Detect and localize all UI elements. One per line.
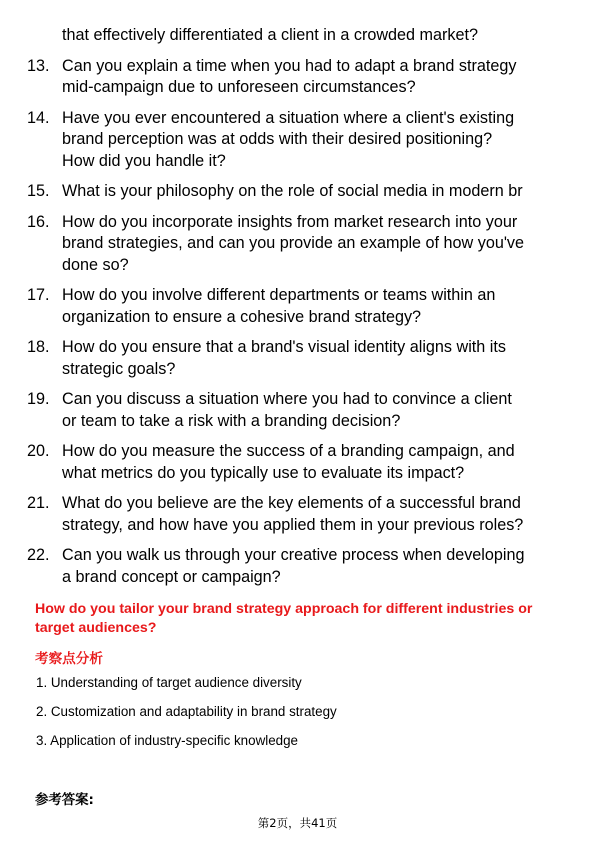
- list-item: [27, 212, 575, 277]
- question-text: that effectively differentiated a client in a crowded market?: [62, 26, 479, 44]
- question-number: 13.: [27, 56, 50, 75]
- page-footer: 第2页，共41页: [257, 816, 338, 830]
- analysis-point: 3. Application of industry-specific knowledge: [36, 733, 299, 748]
- analysis-point: 1. Understanding of target audience diversity: [36, 675, 302, 690]
- question-number: 22.: [27, 546, 50, 564]
- list-item: [27, 441, 575, 484]
- question-number: 16.: [27, 212, 50, 231]
- list-item: [27, 56, 575, 99]
- list-item: [27, 545, 575, 588]
- question-number: 20.: [27, 442, 50, 460]
- list-item: [27, 108, 575, 173]
- list-item-continued: [27, 25, 575, 47]
- question-text: Can you explain a time when you had to adapt a brand strategy mid-campaign due to unforeseen circumstances?: [62, 56, 517, 96]
- featured-question: How do you tailor your brand strategy approach for different industries or target audiences?: [35, 601, 533, 636]
- question-list: [27, 25, 575, 588]
- question-number: 21.: [27, 494, 50, 512]
- list-item: [27, 337, 575, 380]
- question-number: 14.: [27, 108, 50, 127]
- list-item: [27, 389, 575, 432]
- analysis-heading: 考察点分析: [35, 651, 103, 667]
- question-text: How do you ensure that a brand's visual identity aligns with its strategic goals?: [62, 338, 506, 378]
- question-text: How do you incorporate insights from market research into your brand strategies, and can you provide an example of how you've done so?: [62, 212, 525, 274]
- question-text: What is your philosophy on the role of social media in modern br: [62, 182, 523, 200]
- question-text: Can you walk us through your creative process when developing a brand concept or campaign?: [62, 546, 525, 586]
- question-text: How do you involve different departments or teams within an organization to ensure a cohesive brand strategy?: [62, 286, 496, 326]
- analysis-points: [36, 674, 337, 761]
- list-item: [27, 181, 575, 203]
- list-item: [27, 285, 575, 328]
- question-text: What do you believe are the key elements of a successful brand strategy, and how have you applied them in your previous roles?: [62, 494, 524, 534]
- question-text: Have you ever encountered a situation where a client's existing brand perception was at odds with their desired positioning? How did you handle it?: [62, 108, 515, 170]
- question-number: 18.: [27, 338, 50, 356]
- question-text: How do you measure the success of a branding campaign, and what metrics do you typically use to evaluate its impact?: [62, 442, 515, 482]
- question-number: 15.: [27, 182, 50, 200]
- answer-heading: 参考答案:: [35, 793, 94, 808]
- question-number: 17.: [27, 286, 50, 304]
- list-item: [27, 493, 575, 536]
- analysis-point: 2. Customization and adaptability in brand strategy: [36, 704, 337, 719]
- question-number: 19.: [27, 390, 50, 408]
- question-text: Can you discuss a situation where you had to convince a client or team to take a risk with a branding decision?: [62, 390, 512, 430]
